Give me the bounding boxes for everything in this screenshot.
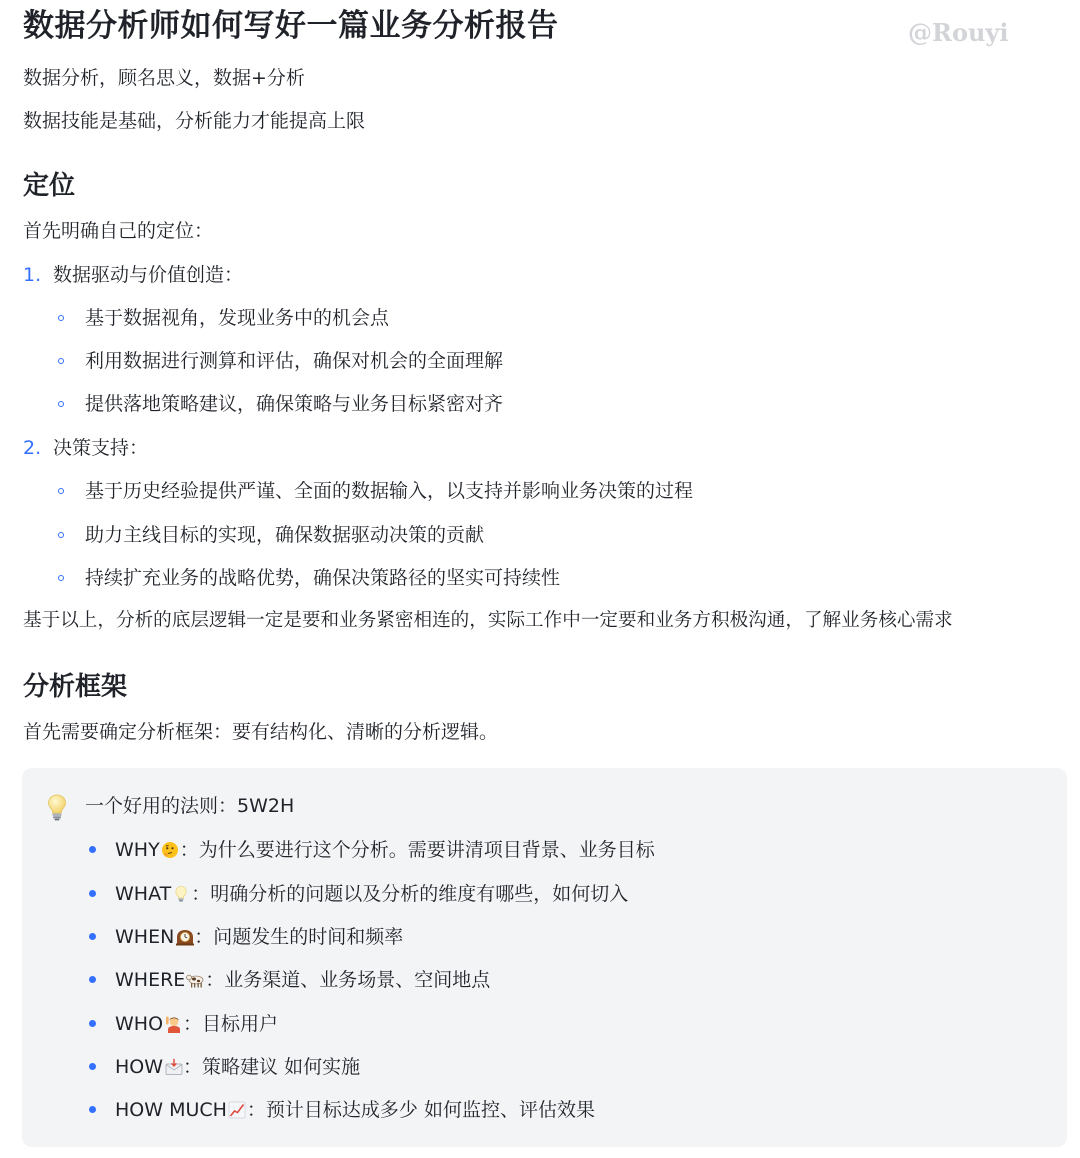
framework-lead: 首先需要确定分析框架：要有结构化、清晰的分析逻辑。 bbox=[23, 721, 499, 743]
hollow-bullet-icon bbox=[58, 575, 64, 581]
item-description: ：业务渠道、业务场景、空间地点 bbox=[205, 969, 491, 991]
envelope-with-arrow-icon bbox=[164, 1058, 182, 1076]
list-item-how-much bbox=[115, 1096, 595, 1124]
bullet-dot-icon bbox=[89, 1106, 96, 1113]
watermark: @Rouyi bbox=[908, 18, 1009, 47]
section-heading-positioning: 定位 bbox=[23, 171, 76, 201]
item-description: ：为什么要进行这个分析。需要讲清项目背景、业务目标 bbox=[179, 839, 655, 861]
item-key: WHEN bbox=[115, 926, 175, 948]
list-number-2: 2. bbox=[23, 437, 42, 459]
list-number-1: 1. bbox=[23, 264, 42, 286]
item-key: WHERE bbox=[115, 969, 186, 991]
chart-increasing-icon bbox=[228, 1101, 246, 1119]
sub-list-item: 助力主线目标的实现，确保数据驱动决策的贡献 bbox=[85, 524, 485, 546]
hollow-bullet-icon bbox=[58, 315, 64, 321]
person-raising-hand-icon bbox=[164, 1015, 182, 1033]
sub-list-item: 基于数据视角，发现业务中的机会点 bbox=[85, 307, 390, 329]
sub-list-item: 提供落地策略建议，确保策略与业务目标紧密对齐 bbox=[85, 393, 504, 415]
hollow-bullet-icon bbox=[58, 358, 64, 364]
callout-box bbox=[22, 768, 1067, 1147]
item-key: WHAT bbox=[115, 883, 172, 905]
mantelpiece-clock-icon bbox=[175, 928, 193, 946]
item-description: ：明确分析的问题以及分析的维度有哪些，如何切入 bbox=[191, 883, 629, 905]
sub-list-item: 利用数据进行测算和评估，确保对机会的全面理解 bbox=[85, 350, 504, 372]
hollow-bullet-icon bbox=[58, 532, 64, 538]
intro-line-2: 数据技能是基础，分析能力才能提高上限 bbox=[23, 110, 366, 132]
item-description: ：问题发生的时间和频率 bbox=[194, 926, 404, 948]
item-key: WHO bbox=[115, 1013, 164, 1035]
section-heading-framework: 分析框架 bbox=[23, 672, 128, 702]
item-key: HOW MUCH bbox=[115, 1099, 227, 1121]
list-item-when bbox=[115, 923, 403, 951]
lightbulb-icon bbox=[46, 793, 68, 821]
list-item-who bbox=[115, 1010, 278, 1038]
callout-title: 一个好用的法则：5W2H bbox=[85, 795, 295, 817]
bullet-dot-icon bbox=[89, 933, 96, 940]
list-item-data-driven: 数据驱动与价值创造： bbox=[53, 264, 244, 286]
sub-list-item: 持续扩充业务的战略优势，确保决策路径的坚实可持续性 bbox=[85, 567, 561, 589]
cow-icon bbox=[186, 971, 204, 989]
list-item-why bbox=[115, 836, 655, 864]
list-item-how bbox=[115, 1053, 360, 1081]
hollow-bullet-icon bbox=[58, 401, 64, 407]
item-description: ：预计目标达成多少 如何监控、评估效果 bbox=[246, 1099, 595, 1121]
bullet-dot-icon bbox=[89, 1020, 96, 1027]
positioning-conclusion: 基于以上，分析的底层逻辑一定是要和业务紧密相连的，实际工作中一定要和业务方积极沟通，了解业务核心需求 bbox=[23, 610, 953, 631]
page-title: 数据分析师如何写好一篇业务分析报告 bbox=[23, 8, 559, 44]
intro-line-1: 数据分析，顾名思义，数据+分析 bbox=[23, 67, 305, 89]
bullet-dot-icon bbox=[89, 890, 96, 897]
lightbulb-icon bbox=[172, 885, 190, 903]
list-item-where bbox=[115, 966, 490, 994]
item-description: ：目标用户 bbox=[183, 1013, 279, 1035]
sub-list-item: 基于历史经验提供严谨、全面的数据输入，以支持并影响业务决策的过程 bbox=[85, 480, 694, 502]
positioning-lead: 首先明确自己的定位： bbox=[23, 220, 214, 242]
thinking-face-icon bbox=[161, 841, 179, 859]
hollow-bullet-icon bbox=[58, 488, 64, 494]
bullet-dot-icon bbox=[89, 976, 96, 983]
bullet-dot-icon bbox=[89, 1063, 96, 1070]
list-item-what bbox=[115, 880, 628, 908]
item-key: WHY bbox=[115, 839, 160, 861]
bullet-dot-icon bbox=[89, 846, 96, 853]
list-item-decision-support: 决策支持： bbox=[53, 437, 149, 459]
item-key: HOW bbox=[115, 1056, 164, 1078]
item-description: ：策略建议 如何实施 bbox=[183, 1056, 361, 1078]
